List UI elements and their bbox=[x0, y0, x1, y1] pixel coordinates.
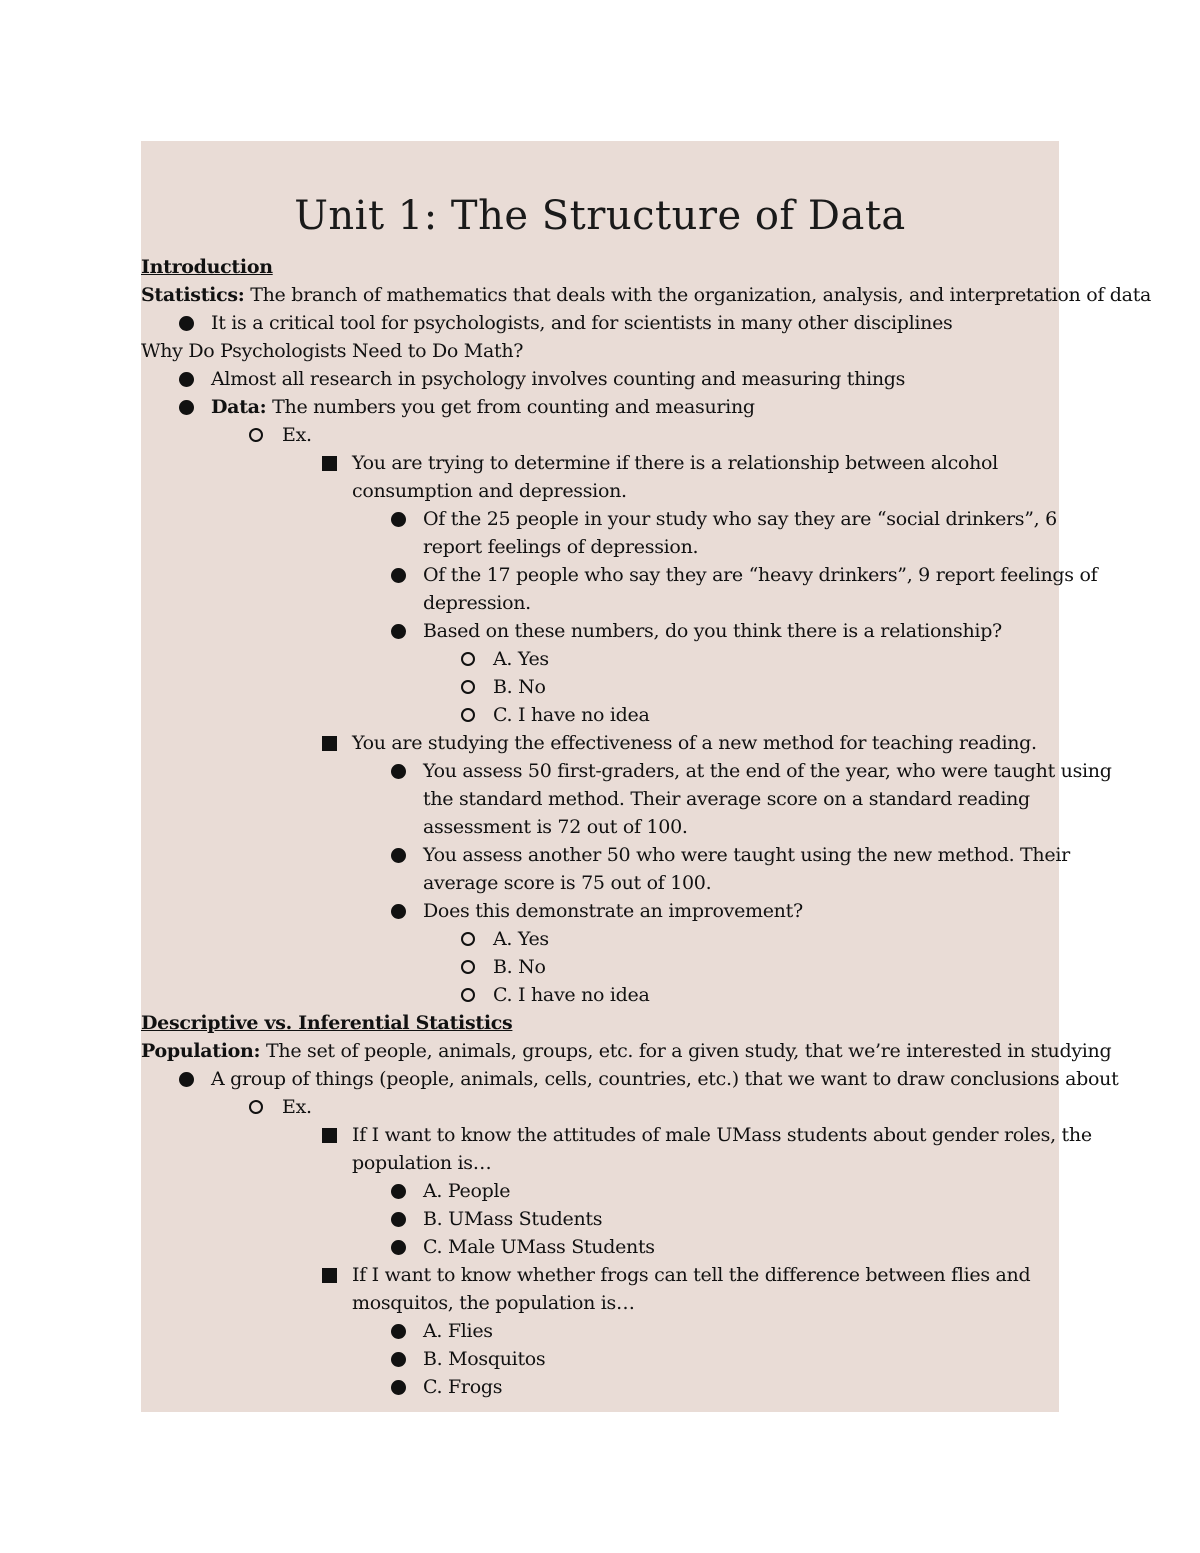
document-title: Unit 1: The Structure of Data bbox=[294, 193, 906, 239]
disc-bullet-icon bbox=[391, 512, 406, 527]
circle-bullet-icon bbox=[461, 680, 475, 694]
square-bullet-icon bbox=[322, 1128, 337, 1143]
list-item: If I want to know the attitudes of male UMass students about gender roles, the bbox=[141, 1121, 1059, 1149]
list-item-continuation: report feelings of depression. bbox=[423, 536, 699, 558]
statistics-definition bbox=[141, 281, 1151, 309]
circle-bullet-icon bbox=[461, 988, 475, 1002]
list-item-option: C. Male UMass Students bbox=[141, 1233, 1059, 1261]
circle-bullet-icon bbox=[461, 932, 475, 946]
list-item-option: C. I have no idea bbox=[141, 701, 1059, 729]
list-item: Data: The numbers you get from counting and measuring bbox=[141, 393, 1059, 421]
list-item-option: A. Flies bbox=[141, 1317, 1059, 1345]
disc-bullet-icon bbox=[391, 848, 406, 863]
list-item-continuation: population is… bbox=[352, 1152, 492, 1174]
square-bullet-icon bbox=[322, 736, 337, 751]
list-item: You are studying the effectiveness of a new method for teaching reading. bbox=[141, 729, 1059, 757]
list-item-continuation: mosquitos, the population is… bbox=[352, 1292, 635, 1314]
list-item-option: A. Yes bbox=[141, 645, 1059, 673]
section-heading-introduction: Introduction bbox=[141, 256, 273, 278]
list-item-continuation: consumption and depression. bbox=[352, 480, 627, 502]
list-item: Ex. bbox=[141, 421, 1059, 449]
statistics-term: Statistics: bbox=[141, 284, 245, 306]
circle-bullet-icon bbox=[461, 708, 475, 722]
list-item-option: A. Yes bbox=[141, 925, 1059, 953]
list-item-continuation: depression. bbox=[423, 592, 531, 614]
list-item: Of the 25 people in your study who say they are “social drinkers”, 6 bbox=[141, 505, 1059, 533]
disc-bullet-icon bbox=[391, 1240, 406, 1255]
list-item: A group of things (people, animals, cells, countries, etc.) that we want to draw conclusions about bbox=[141, 1065, 1059, 1093]
population-definition: Population: The set of people, animals, groups, etc. for a given study, that we’re interested in studying bbox=[141, 1040, 1112, 1062]
list-item-continuation: average score is 75 out of 100. bbox=[423, 872, 712, 894]
circle-bullet-icon bbox=[461, 652, 475, 666]
list-item-continuation: assessment is 72 out of 100. bbox=[423, 816, 688, 838]
list-item: Ex. bbox=[141, 1093, 1059, 1121]
square-bullet-icon bbox=[322, 1268, 337, 1283]
disc-bullet-icon bbox=[391, 764, 406, 779]
list-item-option: C. Frogs bbox=[141, 1373, 1059, 1401]
disc-bullet-icon bbox=[391, 624, 406, 639]
list-item-option: B. Mosquitos bbox=[141, 1345, 1059, 1373]
disc-bullet-icon bbox=[391, 1380, 406, 1395]
disc-bullet-icon bbox=[179, 400, 194, 415]
circle-bullet-icon bbox=[249, 1100, 263, 1114]
disc-bullet-icon bbox=[391, 1352, 406, 1367]
list-item: Based on these numbers, do you think there is a relationship? bbox=[141, 617, 1059, 645]
list-item: You assess another 50 who were taught using the new method. Their bbox=[141, 841, 1059, 869]
list-item: Of the 17 people who say they are “heavy drinkers”, 9 report feelings of bbox=[141, 561, 1059, 589]
section-heading-descriptive: Descriptive vs. Inferential Statistics bbox=[141, 1012, 513, 1034]
disc-bullet-icon bbox=[179, 372, 194, 387]
list-item: It is a critical tool for psychologists, and for scientists in many other disciplines bbox=[141, 309, 1059, 337]
population-term: Population: bbox=[141, 1040, 261, 1062]
subheading-why: Why Do Psychologists Need to Do Math? bbox=[141, 340, 524, 362]
disc-bullet-icon bbox=[179, 1072, 194, 1087]
list-item-continuation: the standard method. Their average score on a standard reading bbox=[423, 788, 1030, 810]
list-item: If I want to know whether frogs can tell the difference between flies and bbox=[141, 1261, 1059, 1289]
disc-bullet-icon bbox=[391, 568, 406, 583]
circle-bullet-icon bbox=[461, 960, 475, 974]
list-item-option: B. UMass Students bbox=[141, 1205, 1059, 1233]
square-bullet-icon bbox=[322, 456, 337, 471]
list-item-option: A. People bbox=[141, 1177, 1059, 1205]
list-item-option: B. No bbox=[141, 953, 1059, 981]
disc-bullet-icon bbox=[391, 1324, 406, 1339]
circle-bullet-icon bbox=[249, 428, 263, 442]
disc-bullet-icon bbox=[179, 316, 194, 331]
disc-bullet-icon bbox=[391, 1184, 406, 1199]
list-item-option: B. No bbox=[141, 673, 1059, 701]
disc-bullet-icon bbox=[391, 904, 406, 919]
data-term: Data: bbox=[211, 396, 267, 418]
list-item: Does this demonstrate an improvement? bbox=[141, 897, 1059, 925]
list-item: You are trying to determine if there is a relationship between alcohol bbox=[141, 449, 1059, 477]
list-item-option: C. I have no idea bbox=[141, 981, 1059, 1009]
document-page bbox=[141, 141, 1152, 1412]
list-item: Almost all research in psychology involves counting and measuring things bbox=[141, 365, 1059, 393]
statistics-def-text: The branch of mathematics that deals with the organization, analysis, and interpretation of data bbox=[244, 284, 1152, 306]
disc-bullet-icon bbox=[391, 1212, 406, 1227]
list-item: You assess 50 first-graders, at the end of the year, who were taught using bbox=[141, 757, 1059, 785]
